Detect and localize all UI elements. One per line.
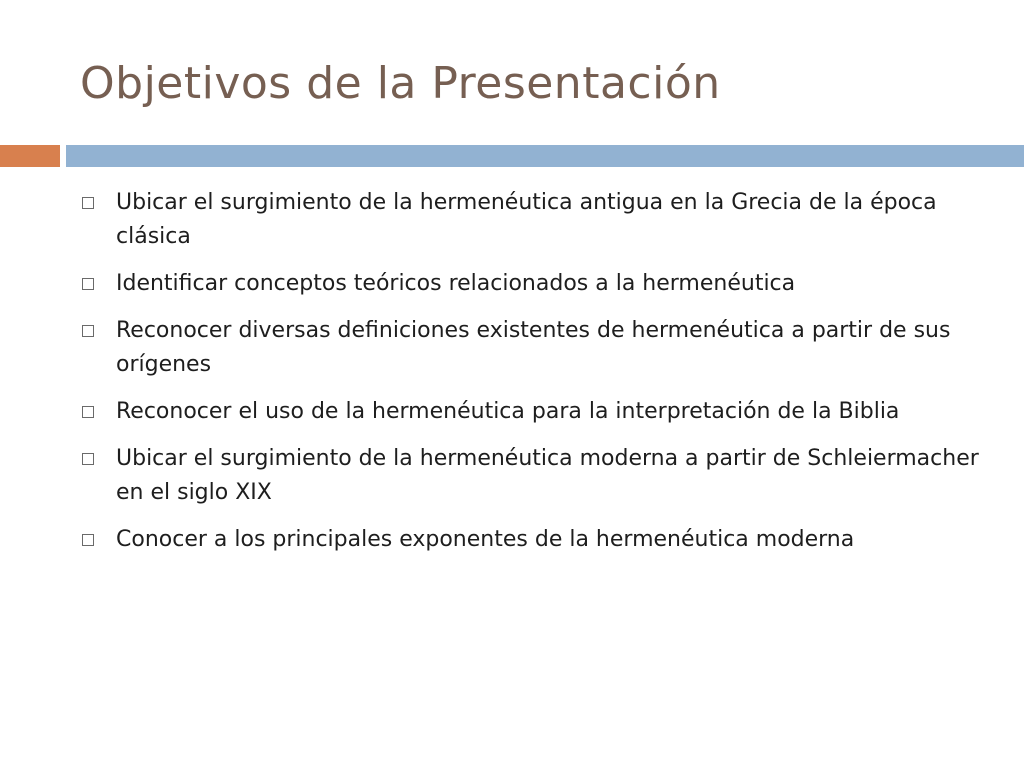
- bullet-item: [80, 186, 980, 254]
- bullet-item: [80, 523, 980, 557]
- bullet-item: [80, 267, 980, 301]
- square-bullet-icon: [82, 197, 94, 209]
- orange-accent-bar: [0, 145, 60, 167]
- square-bullet-icon: [82, 278, 94, 290]
- objectives-list: [80, 186, 980, 570]
- blue-header-bar: [66, 145, 1024, 167]
- bullet-text: Reconocer diversas definiciones existentes de hermenéutica a partir de sus orígenes: [116, 318, 951, 377]
- square-bullet-icon: [82, 325, 94, 337]
- bullet-item: [80, 314, 980, 382]
- square-bullet-icon: [82, 406, 94, 418]
- bullet-text: Conocer a los principales exponentes de la hermenéutica moderna: [116, 527, 855, 552]
- bullet-text: Ubicar el surgimiento de la hermenéutica moderna a partir de Schleiermacher en el siglo XIX: [116, 446, 979, 505]
- square-bullet-icon: [82, 453, 94, 465]
- bullet-text: Reconocer el uso de la hermenéutica para la interpretación de la Biblia: [116, 399, 900, 424]
- bullet-text: Identificar conceptos teóricos relacionados a la hermenéutica: [116, 271, 796, 296]
- bullet-item: [80, 442, 980, 510]
- slide-title: Objetivos de la Presentación: [80, 58, 721, 109]
- square-bullet-icon: [82, 534, 94, 546]
- bullet-text: Ubicar el surgimiento de la hermenéutica antigua en la Grecia de la época clásica: [116, 190, 937, 249]
- bullet-item: [80, 395, 980, 429]
